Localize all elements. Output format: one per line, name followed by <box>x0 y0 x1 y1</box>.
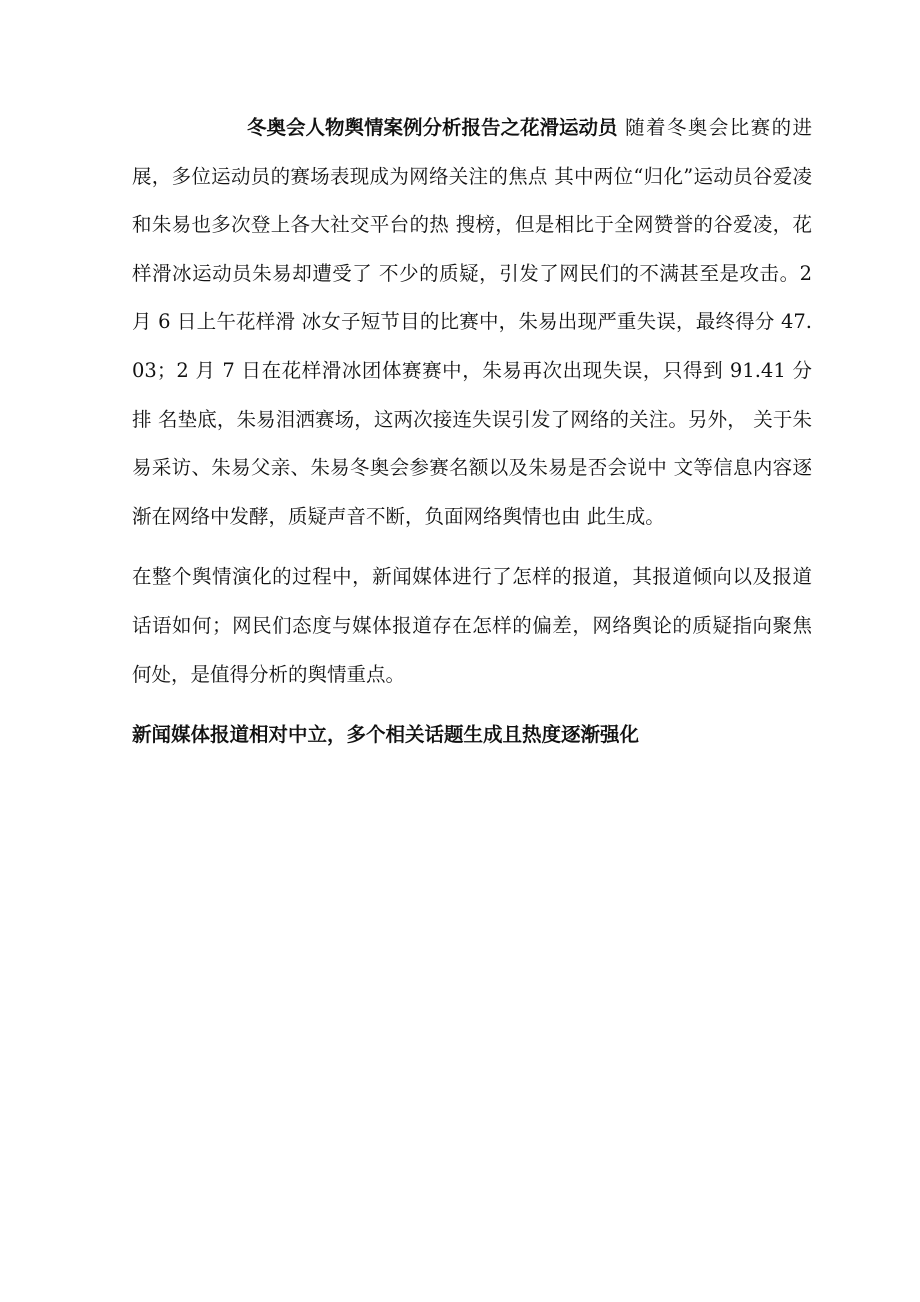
document-title: 冬奥会人物舆情案例分析报告之花滑运动员 <box>247 116 618 139</box>
document-page <box>132 104 812 760</box>
paragraph-2: 在整个舆情演化的过程中，新闻媒体进行了怎样的报道，其报道倾向以及报道话语如何；网民们态度与媒体报道存在怎样的偏差，网络舆论的质疑指向聚焦何处，是值得分析的舆情重点。 <box>132 565 812 686</box>
intro-paragraph <box>132 104 812 541</box>
section-heading: 新闻媒体报道相对中立，多个相关话题生成且热度逐渐强化 <box>132 723 640 747</box>
paragraph-1-text: 随着冬奥会比赛的进展，多位运动员的赛场表现成为网络关注的焦点 其中两位“归化”运动员谷爱凌和朱易也多次登上各大社交平台的热 搜榜，但是相比于全网赞誉的谷爱凌，花样滑冰运动员朱易却遭受了 不少的质疑，引发了网民们的不满甚至是攻击。2 月 6 日上午花样滑 冰女子短节目的比赛中，朱易出现严重失误，最终得分 47.03；2 月 7 日在花样滑冰团体赛赛中，朱易再次出现失误，只得到 91.41 分排 名垫底，朱易泪洒赛场，这两次接连失误引发了网络的关注。另外， 关于朱易采访、朱易父亲、朱易冬奥会参赛名额以及朱易是否会说中 文等信息内容逐渐在网络中发酵，质疑声音不断，负面网络舆情也由 此生成。 <box>132 116 812 528</box>
